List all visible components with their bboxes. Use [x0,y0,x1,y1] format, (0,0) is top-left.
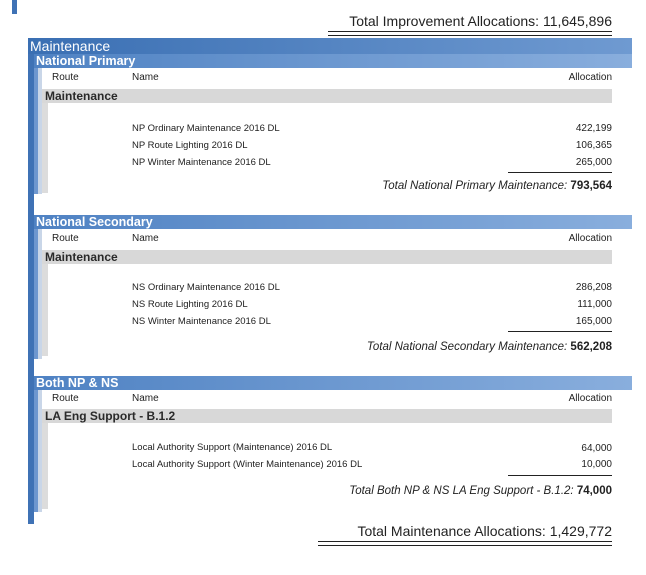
group-header: Maintenance [42,250,612,264]
group-header: LA Eng Support - B.1.2 [42,409,612,423]
group-side-bar [42,264,48,356]
list-item-name: NS Winter Maintenance 2016 DL [132,316,271,327]
list-item-value: 111,000 [577,299,612,310]
list-item-value: 286,208 [575,282,612,293]
section-header-both-np-ns: Both NP & NS [34,376,632,390]
section-total [382,180,612,192]
section-total-label: Total National Primary Maintenance: [382,180,571,192]
column-header-allocation: Allocation [568,393,612,404]
section-total-label: Total Both NP & NS LA Eng Support - B.1.2: [349,485,577,497]
list-item-value: 422,199 [575,123,612,134]
grand-total-label: Total Improvement Allocations: [349,13,543,29]
column-header-route: Route [52,393,79,404]
list-item-value: 64,000 [581,443,612,454]
section-total-value: 793,564 [570,180,612,192]
column-header-name: Name [132,233,159,244]
maintenance-total-underline [318,541,612,546]
group-side-bar [42,103,48,193]
group-header: Maintenance [42,89,612,103]
grand-total-underline [328,31,612,36]
column-header-allocation: Allocation [568,233,612,244]
section-header-national-primary: National Primary [34,54,632,68]
list-item-name: NS Route Lighting 2016 DL [132,299,248,310]
column-header-route: Route [52,233,79,244]
subtotal-rule [508,475,612,476]
section-total-label: Total National Secondary Maintenance: [366,341,571,353]
maintenance-total-label: Total Maintenance Allocations: [357,523,550,539]
maintenance-header: Maintenance [28,38,632,54]
list-item-name: NP Ordinary Maintenance 2016 DL [132,123,280,134]
list-item-name: Local Authority Support (Winter Maintenance) 2016 DL [132,459,363,470]
grand-total [349,13,612,29]
list-item-name: NP Winter Maintenance 2016 DL [132,157,271,168]
subtotal-rule [508,172,612,173]
column-header-allocation: Allocation [568,72,612,83]
grand-total-value: 11,645,896 [542,13,612,29]
list-item-value: 265,000 [575,157,612,168]
section-total-value: 562,208 [570,341,612,353]
section-total [367,341,612,353]
list-item-value: 106,365 [575,140,612,151]
subtotal-rule [508,331,612,332]
group-side-bar [42,423,48,509]
column-header-name: Name [132,72,159,83]
section-total-value: 74,000 [576,485,612,497]
list-item-value: 165,000 [575,316,612,327]
list-item-name: Local Authority Support (Maintenance) 2016 DL [132,442,333,453]
list-item-value: 10,000 [581,459,612,470]
list-item-name: NS Ordinary Maintenance 2016 DL [132,282,280,293]
section-total [349,485,612,497]
maintenance-total-value: 1,429,772 [549,523,612,539]
maintenance-total [357,523,612,539]
section-header-national-secondary: National Secondary [34,215,632,229]
column-header-name: Name [132,393,159,404]
list-item-name: NP Route Lighting 2016 DL [132,140,248,151]
column-header-route: Route [52,72,79,83]
top-accent-bar [12,0,17,14]
